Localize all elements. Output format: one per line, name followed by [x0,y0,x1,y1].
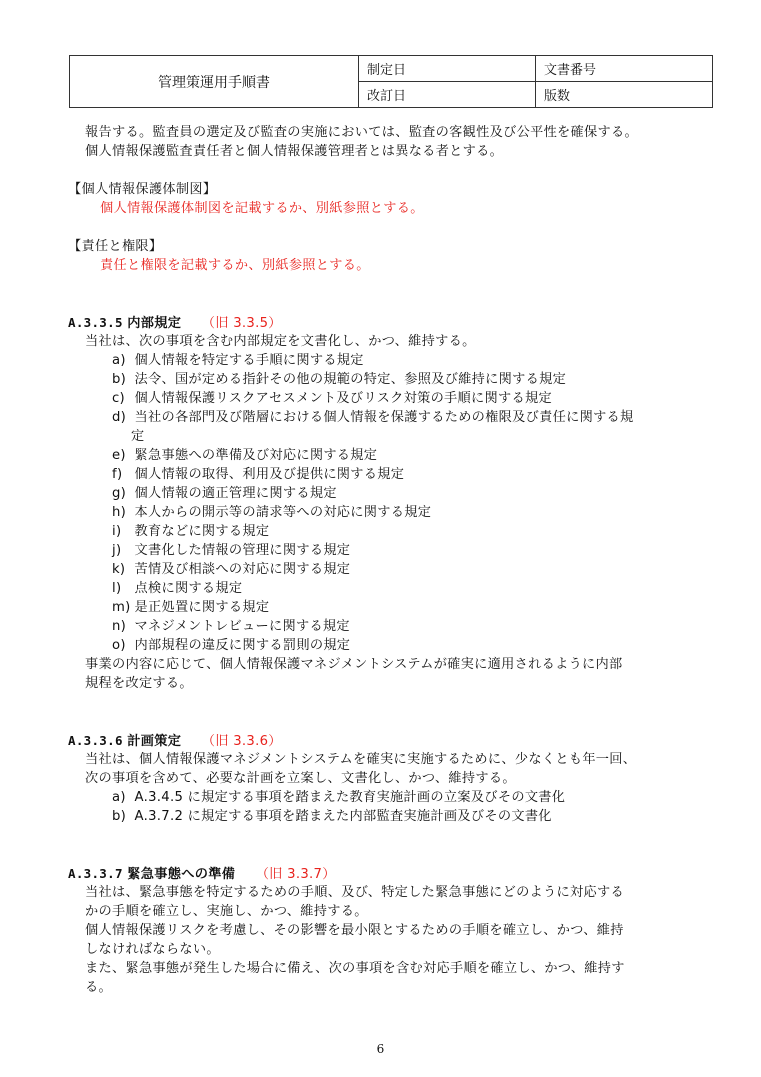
section-336-old-ref: （旧 3.3.6） [201,734,282,749]
list-item-text: 点検に関する規定 [134,581,243,596]
intro-line-2: 個人情報保護監査責任者と個人情報保護管理者とは異なる者とする。 [85,144,504,159]
section-337-para-6: る。 [85,980,112,995]
list-item [68,503,708,522]
list-item [68,541,708,560]
established-date-label: 制定日 [359,56,536,82]
list-item-text: 文書化した情報の管理に関する規定 [134,543,351,558]
list-item-label: a) [112,790,126,805]
org-chart-heading: 【個人情報保護体制図】 [68,182,217,197]
section-335-number: A.3.3.5 [68,315,123,330]
list-item-text: A.3.4.5 に規定する事項を踏まえた教育実施計画の立案及びその文書化 [134,790,566,805]
document-number-label: 文書番号 [536,56,713,82]
document-body [68,123,708,997]
list-item [68,351,708,370]
list-item-label: i) [112,524,122,539]
list-item-label: k) [112,562,126,577]
revised-date-label: 改訂日 [359,82,536,108]
list-item [68,598,708,617]
list-item [68,522,708,541]
list-item-label: o) [112,638,126,653]
list-item-label: h) [112,505,127,520]
list-item-text: 個人情報保護リスクアセスメント及びリスク対策の手順に関する規定 [134,391,552,406]
list-item-text: 緊急事態への準備及び対応に関する規定 [134,448,378,463]
list-item [68,408,708,427]
list-item-text: 個人情報の取得、利用及び提供に関する規定 [134,467,405,482]
list-item-label: n) [112,619,127,634]
list-item [68,389,708,408]
list-item [68,617,708,636]
list-item-text: 内部規程の違反に関する罰則の規定 [134,638,351,653]
list-item [68,560,708,579]
list-item [68,465,708,484]
section-335-title: 内部規定 [127,316,182,331]
section-335-item-list [68,351,708,655]
list-item [68,427,708,446]
section-335-heading [68,313,708,332]
list-item-label: g) [112,486,127,501]
list-item-text: 本人からの開示等の請求等への対応に関する規定 [134,505,432,520]
list-item-text: 当社の各部門及び階層における個人情報を保護するための権限及び責任に関する規 [134,410,634,425]
section-335-closing-2: 規程を改定する。 [85,676,193,691]
list-item-label: j) [112,543,122,558]
list-item [68,446,708,465]
section-336-item-list [68,788,708,826]
section-335-closing-1: 事業の内容に応じて、個人情報保護マネジメントシステムが確実に適用されるように内部 [85,657,623,672]
list-item [68,807,708,826]
section-337-para-4: しなければならない。 [85,942,220,957]
list-item-label: e) [112,448,126,463]
list-item [68,788,708,807]
list-item-label: f) [112,467,123,482]
list-item [68,370,708,389]
section-336-title: 計画策定 [127,734,182,749]
list-item [68,579,708,598]
list-item [68,636,708,655]
version-label: 版数 [536,82,713,108]
section-336-lead-2: 次の事項を含めて、必要な計画を立案し、文書化し、かつ、維持する。 [85,771,516,786]
list-item-text: 是正処置に関する規定 [134,600,270,615]
list-item-text: 定 [131,429,145,444]
responsibility-note: 責任と権限を記載するか、別紙参照とする。 [100,258,370,273]
list-item-label: a) [112,353,126,368]
list-item-label: b) [112,372,127,387]
list-item-label: d) [112,410,127,425]
section-336-number: A.3.3.6 [68,733,123,748]
document-title: 管理策運用手順書 [70,56,359,108]
section-337-heading [68,864,708,883]
section-337-para-2: かの手順を確立し、実施し、かつ、維持する。 [85,904,368,919]
section-337-number: A.3.3.7 [68,866,123,881]
list-item-text: 個人情報の適正管理に関する規定 [134,486,337,501]
responsibility-heading: 【責任と権限】 [68,239,163,254]
list-item-label: c) [112,391,125,406]
section-337-para-1: 当社は、緊急事態を特定するための手順、及び、特定した緊急事態にどのように対応する [85,885,624,900]
list-item-label: m) [112,600,131,615]
section-337-para-3: 個人情報保護リスクを考慮し、その影響を最小限とするための手順を確立し、かつ、維持 [85,923,624,938]
list-item-label: b) [112,809,127,824]
section-337-title: 緊急事態への準備 [127,867,236,882]
page-number: 6 [376,1042,385,1056]
section-335-lead: 当社は、次の事項を含む内部規定を文書化し、かつ、維持する。 [85,334,476,349]
list-item-text: A.3.7.2 に規定する事項を踏まえた内部監査実施計画及びその文書化 [134,809,552,824]
list-item-text: 苦情及び相談への対応に関する規定 [134,562,351,577]
section-335-old-ref: （旧 3.3.5） [201,316,282,331]
section-336-heading [68,731,708,750]
list-item-text: 法令、国が定める指針その他の規範の特定、参照及び維持に関する規定 [134,372,567,387]
document-header-table [69,55,713,108]
section-337-para-5: また、緊急事態が発生した場合に備え、次の事項を含む対応手順を確立し、かつ、維持す [85,961,625,976]
list-item-text: 個人情報を特定する手順に関する規定 [134,353,364,368]
section-336-lead-1: 当社は、個人情報保護マネジメントシステムを確実に実施するために、少なくとも年一回、 [85,752,637,767]
list-item-label: l) [112,581,122,596]
section-337-old-ref: （旧 3.3.7） [255,867,336,882]
org-chart-note: 個人情報保護体制図を記載するか、別紙参照とする。 [100,201,424,216]
list-item [68,484,708,503]
list-item-text: マネジメントレビューに関する規定 [134,619,350,634]
list-item-text: 教育などに関する規定 [134,524,270,539]
intro-line-1: 報告する。監査員の選定及び監査の実施においては、監査の客観性及び公平性を確保する。 [85,125,638,140]
